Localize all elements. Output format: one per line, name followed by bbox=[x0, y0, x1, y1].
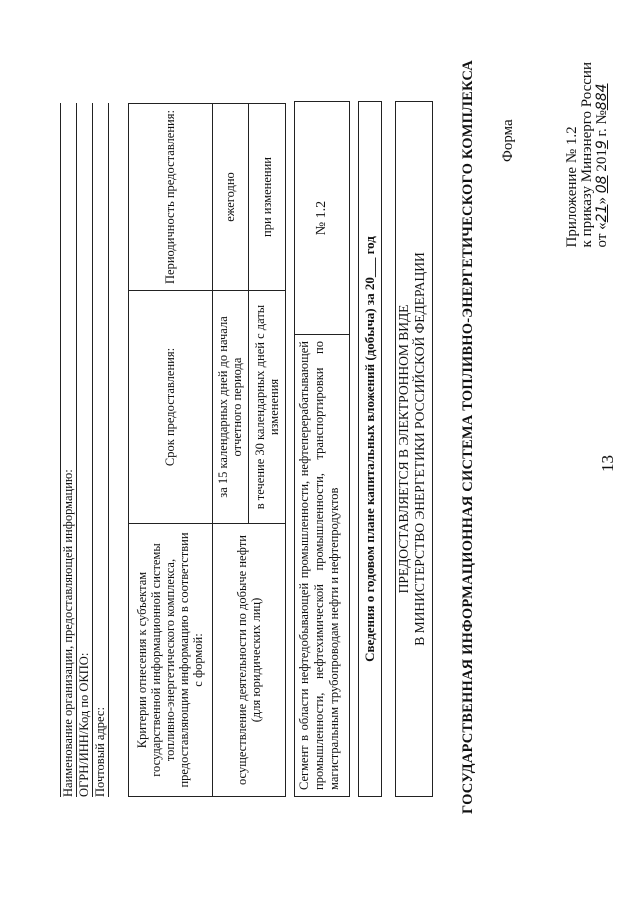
handwritten-month: 08 bbox=[594, 175, 610, 194]
periodicity-cell: ежегодно bbox=[212, 104, 249, 291]
appendix-header bbox=[565, 62, 610, 247]
deadline-cell: в течение 30 календарных дней с даты изменения bbox=[249, 291, 286, 524]
report-title-box: Сведения о годовом плане капитальных вложений (добыча) за 20___ год bbox=[358, 101, 382, 797]
criteria-header-cell: Критерии отнесения к субъектам государственной информационной системы топливно-энергетического комплекса, предоставляющим информацию в соответствии с формой: bbox=[129, 524, 213, 797]
segment-text: Сегмент в области нефтедобывающей промышленности, нефтеперерабатывающей промышленности, нефтехимической промышленности, транспортировки по магистральным трубопроводам нефти и нефтепродуктов bbox=[295, 334, 349, 796]
appendix-line-2: к приказу Минэнерго России bbox=[579, 62, 595, 248]
document-sheet bbox=[20, 22, 620, 882]
appendix-line-1: Приложение № 1.2 bbox=[564, 126, 580, 248]
periodicity-cell: при изменении bbox=[249, 104, 286, 291]
criteria-table bbox=[128, 103, 286, 797]
criteria-row-label: осуществление деятельности по добыче нефти (для юридических лиц) bbox=[212, 524, 286, 797]
submission-line-2: В МИНИСТЕРСТВО ЭНЕРГЕТИКИ РОССИЙСКОЙ ФЕДЕРАЦИИ bbox=[412, 252, 427, 646]
form-number: № 1.2 bbox=[314, 200, 329, 236]
segment-box bbox=[294, 101, 350, 797]
submission-line-1: ПРЕДОСТАВЛЯЕТСЯ В ЭЛЕКТРОННОМ ВИДЕ bbox=[396, 304, 411, 594]
org-ogrn-field: ОГРН/ИНН/Код по ОКПО: bbox=[77, 103, 93, 797]
deadline-header-cell: Срок предоставления: bbox=[129, 291, 213, 524]
handwritten-order-number: 884 bbox=[594, 83, 610, 111]
org-name-field: Наименование организации, предоставляющей информацию: bbox=[60, 103, 77, 797]
page-number: 13 bbox=[598, 455, 617, 472]
form-label: Форма bbox=[500, 119, 516, 162]
table-row bbox=[212, 104, 249, 797]
handwritten-day: 21 bbox=[594, 204, 610, 223]
table-row bbox=[129, 104, 213, 797]
handwritten-year-digit: 9 bbox=[594, 140, 610, 150]
periodicity-header-cell: Периодичность предоставления: bbox=[129, 104, 213, 291]
org-address-field: Почтовый адрес: bbox=[93, 103, 109, 797]
submission-box bbox=[395, 101, 433, 797]
deadline-cell: за 15 календарных дней до начала отчетного периода bbox=[212, 291, 249, 524]
main-title: ГОСУДАРСТВЕННАЯ ИНФОРМАЦИОННАЯ СИСТЕМА ТОПЛИВНО-ЭНЕРГЕТИЧЕСКОГО КОМПЛЕКСА bbox=[460, 60, 476, 814]
organization-fields bbox=[60, 103, 109, 797]
appendix-date-line: от «21» 08 2019 г. №884 bbox=[594, 83, 610, 248]
